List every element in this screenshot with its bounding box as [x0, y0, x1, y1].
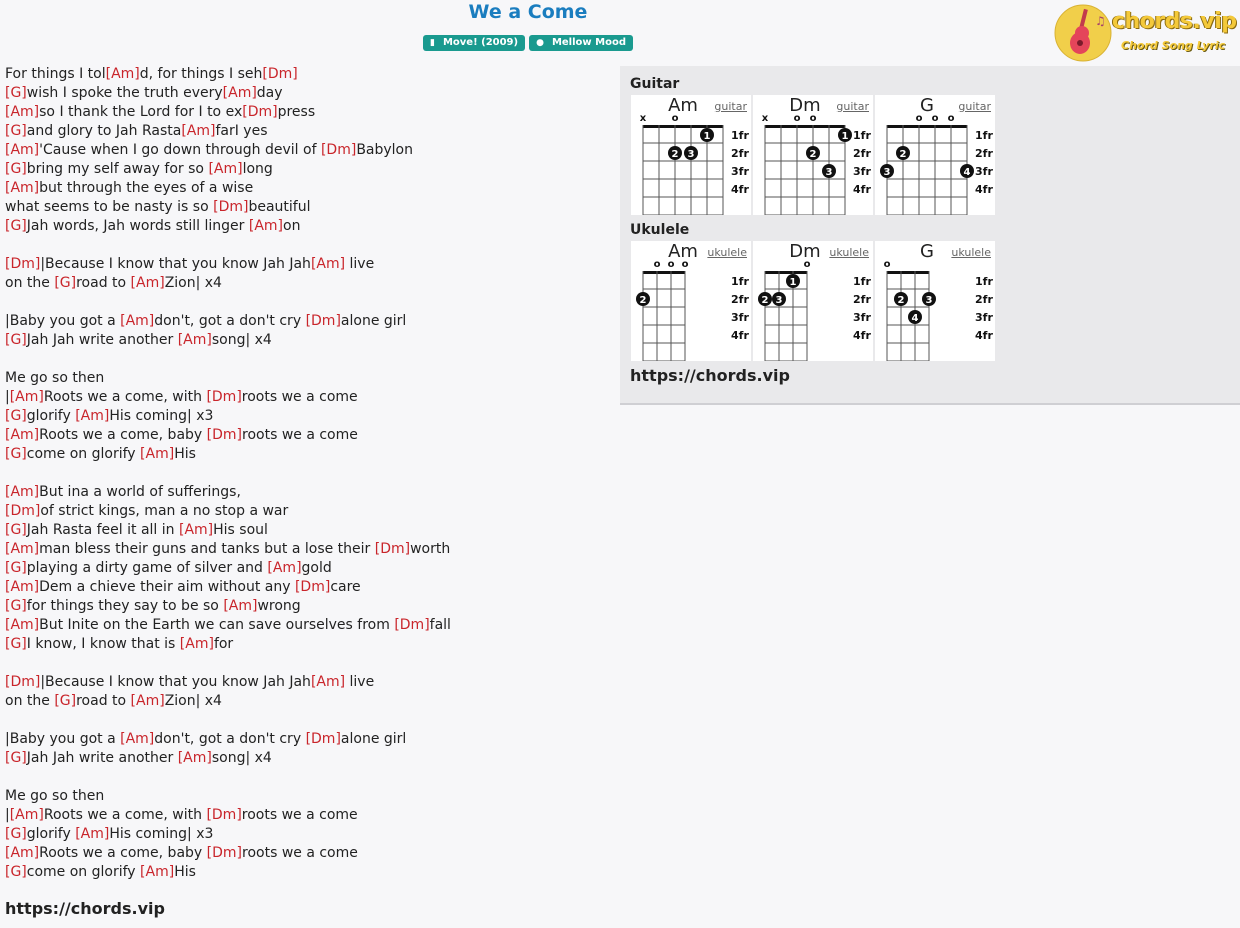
finger-number: 3 [925, 295, 933, 306]
fret-label: 2fr [731, 293, 749, 306]
chord-link[interactable]: [Am] [75, 826, 110, 842]
fret-label: 2fr [975, 147, 993, 160]
guitar-section-label: Guitar [630, 76, 680, 92]
lyric-text: His [174, 446, 196, 462]
lyric-text: |Because I know that you know Jah Jah [40, 674, 311, 690]
chord-link[interactable]: [Am] [248, 218, 284, 234]
lyric-text: d, for things I seh [139, 66, 263, 82]
chord-link[interactable]: [Am] [9, 389, 44, 405]
chord-link[interactable]: [G] [5, 332, 27, 348]
lyric-line [5, 426, 615, 445]
chord-link[interactable]: [G] [5, 446, 27, 462]
lyric-line [5, 369, 615, 388]
chord-link[interactable]: [Am] [5, 845, 40, 861]
chord-link[interactable]: [Am] [310, 674, 346, 690]
instrument-link[interactable]: ukulele [951, 246, 991, 259]
lyric-text: wrong [257, 598, 301, 614]
finger-number: 1 [841, 131, 849, 142]
chord-link[interactable]: [G] [5, 636, 27, 652]
fret-label: 1fr [731, 129, 749, 142]
lyric-text: Jah Jah write another [26, 750, 178, 766]
fret-label: 4fr [853, 329, 871, 342]
chord-link[interactable]: [Am] [208, 161, 243, 177]
chord-link[interactable]: [Am] [120, 731, 155, 747]
chord-link[interactable]: [Am] [5, 579, 40, 595]
ukulele-chord-card-g[interactable] [875, 241, 995, 361]
guitar-chord-card-am[interactable] [631, 95, 751, 215]
lyric-text: Zion| x4 [164, 693, 222, 709]
chord-name: Am [668, 241, 698, 262]
chord-link[interactable]: [Am] [179, 636, 214, 652]
finger-number: 1 [789, 277, 797, 288]
lyric-text: roots we a come [242, 845, 358, 861]
chord-link[interactable]: [Am] [5, 427, 40, 443]
ukulele-chord-card-am[interactable] [631, 241, 751, 361]
user-icon: ● [536, 38, 544, 48]
instrument-link[interactable]: guitar [714, 100, 747, 113]
instrument-link[interactable]: ukulele [829, 246, 869, 259]
chord-link[interactable]: [Am] [5, 541, 40, 557]
lyric-line [5, 730, 615, 749]
chord-link[interactable]: [Am] [5, 484, 40, 500]
fret-label: 1fr [975, 275, 993, 288]
lyric-text: Babylon [356, 142, 413, 158]
chord-link[interactable]: [Am] [5, 180, 40, 196]
lyric-line [5, 483, 615, 502]
open-string-marker: o [809, 113, 817, 124]
lyric-line [5, 711, 615, 730]
fret-label: 2fr [731, 147, 749, 160]
finger-number: 1 [703, 131, 711, 142]
lyric-text: live [345, 256, 375, 272]
nut [643, 271, 685, 274]
lyric-text: Jah words, Jah words still linger [26, 218, 249, 234]
lyric-text: road to [76, 275, 131, 291]
lyric-text: Dem a chieve their aim without any [39, 579, 295, 595]
lyric-text: and glory to Jah Rasta [26, 123, 182, 139]
nut [887, 125, 967, 128]
chord-link[interactable]: [Am] [130, 275, 165, 291]
page-header [0, 0, 1240, 64]
lyric-line [5, 521, 615, 540]
song-tags [0, 35, 1056, 51]
muted-string-marker: x [639, 113, 647, 124]
finger-number: 2 [899, 149, 907, 160]
chord-link[interactable]: [Dm] [5, 503, 41, 519]
lyric-text: on [283, 218, 301, 234]
lyric-text: live [345, 674, 375, 690]
lyric-line [5, 540, 615, 559]
ukulele-fretboard-diagram [631, 241, 751, 361]
fret-label: 1fr [975, 129, 993, 142]
chord-link[interactable]: [Dm] [5, 674, 41, 690]
fret-label: 4fr [975, 329, 993, 342]
lyric-text: beautiful [248, 199, 311, 215]
ukulele-section-label: Ukulele [630, 222, 690, 238]
chord-link[interactable]: [Am] [5, 104, 40, 120]
lyric-text: roots we a come [242, 427, 358, 443]
chord-link[interactable]: [G] [5, 826, 27, 842]
chord-link[interactable]: [G] [5, 218, 27, 234]
book-icon: ▮ [430, 38, 435, 48]
chord-link[interactable]: [G] [5, 864, 27, 880]
chord-name: Dm [789, 95, 821, 116]
chord-link[interactable]: [Dm] [206, 845, 242, 861]
lyric-text: song| x4 [211, 750, 272, 766]
chord-link[interactable]: [Am] [5, 617, 40, 633]
chord-link[interactable]: [Am] [140, 446, 175, 462]
finger-number: 3 [775, 295, 783, 306]
fret-label: 3fr [975, 311, 993, 324]
fret-label: 1fr [731, 275, 749, 288]
chord-link[interactable]: [Dm] [242, 104, 278, 120]
lyric-text: |Baby you got a [5, 731, 121, 747]
open-string-marker: o [793, 113, 801, 124]
lyric-line [5, 217, 615, 236]
open-string-marker: o [947, 113, 955, 124]
lyric-line [5, 198, 615, 217]
lyric-text: but through the eyes of a wise [39, 180, 254, 196]
site-logo[interactable] [1054, 3, 1240, 63]
fret-label: 3fr [975, 165, 993, 178]
lyric-text: His [174, 864, 196, 880]
lyric-text: Jah Rasta feel it all in [26, 522, 179, 538]
lyric-text: for things they say to be so [26, 598, 224, 614]
open-string-marker: o [931, 113, 939, 124]
lyric-line [5, 331, 615, 350]
chord-link[interactable]: [Dm] [320, 142, 357, 158]
lyric-line [5, 255, 615, 274]
chord-name: G [920, 241, 934, 262]
guitar-fretboard-diagram [631, 95, 751, 215]
lyric-text: I know, I know that is [26, 636, 180, 652]
chord-name: G [920, 95, 934, 116]
open-string-marker: o [803, 259, 811, 270]
instrument-link[interactable]: guitar [958, 100, 991, 113]
lyric-text: Roots we a come, baby [39, 845, 207, 861]
lyric-line [5, 84, 615, 103]
fret-label: 2fr [853, 147, 871, 160]
chord-link[interactable]: [Dm] [305, 313, 341, 329]
lyric-text: | [5, 807, 10, 823]
lyric-text: so I thank the Lord for I to ex [39, 104, 243, 120]
lyric-text: His coming| x3 [109, 408, 214, 424]
lyric-text: Roots we a come, with [43, 389, 207, 405]
lyric-text: | [5, 389, 10, 405]
album-tag[interactable] [423, 35, 525, 51]
lyric-line [5, 388, 615, 407]
lyric-text: 'Cause when I go down through devil of [39, 142, 321, 158]
lyric-text: But Inite on the Earth we can save ourselves from [39, 617, 395, 633]
lyric-text: don't, got a don't cry [154, 313, 306, 329]
chord-link[interactable]: [Am] [105, 66, 140, 82]
finger-number: 2 [809, 149, 817, 160]
lyric-text: on the [5, 693, 55, 709]
lyric-line [5, 293, 615, 312]
chord-link[interactable]: [G] [54, 275, 77, 291]
guitar-chord-card-g[interactable] [875, 95, 995, 215]
open-string-marker: o [883, 259, 891, 270]
lyric-text: day [256, 85, 283, 101]
lyric-text: glorify [26, 826, 76, 842]
chord-link[interactable]: [Am] [222, 85, 257, 101]
lyric-text: alone girl [340, 731, 407, 747]
chord-name: Dm [789, 241, 821, 262]
guitar-logo-icon [1054, 3, 1114, 63]
lyric-line [5, 749, 615, 768]
chord-link[interactable]: [G] [5, 560, 27, 576]
instrument-link[interactable]: ukulele [707, 246, 747, 259]
chord-link[interactable]: [Dm] [374, 541, 411, 557]
chord-link[interactable]: [Dm] [262, 66, 298, 82]
lyric-text: Jah Jah write another [26, 332, 178, 348]
lyric-line [5, 122, 615, 141]
guitar-fretboard-diagram [753, 95, 873, 215]
guitar-chord-card-dm[interactable] [753, 95, 873, 215]
fret-label: 3fr [731, 311, 749, 324]
lyric-line [5, 863, 615, 882]
lyric-text: |Because I know that you know Jah Jah [40, 256, 311, 272]
lyric-line [5, 274, 615, 293]
lyric-text: come on glorify [26, 864, 141, 880]
chord-link[interactable]: [Dm] [305, 731, 341, 747]
lyric-line [5, 65, 615, 84]
chord-link[interactable]: [G] [5, 123, 27, 139]
lyric-text: wish I spoke the truth every [26, 85, 223, 101]
chord-link[interactable]: [Dm] [206, 807, 242, 823]
site-url-footer[interactable]: https://chords.vip [5, 899, 165, 918]
lyric-line [5, 616, 615, 635]
chord-link[interactable]: [G] [5, 408, 27, 424]
fret-label: 4fr [975, 183, 993, 196]
lyric-text: of strict kings, man a no stop a war [40, 503, 289, 519]
ukulele-fretboard-diagram [875, 241, 995, 361]
lyric-text: for [213, 636, 234, 652]
lyric-line [5, 103, 615, 122]
chord-link[interactable]: [Am] [181, 123, 216, 139]
lyric-text: song| x4 [211, 332, 272, 348]
lyric-line [5, 559, 615, 578]
lyric-line [5, 578, 615, 597]
logo-brand: chords.vip [1112, 9, 1237, 34]
finger-number: 2 [761, 295, 769, 306]
lyric-line [5, 445, 615, 464]
fret-label: 3fr [853, 165, 871, 178]
finger-number: 3 [825, 167, 833, 178]
chord-link[interactable]: [Am] [140, 864, 175, 880]
artist-tag-label: Mellow Mood [551, 37, 626, 48]
lyric-text: press [277, 104, 316, 120]
nut [643, 125, 723, 128]
lyric-line [5, 407, 615, 426]
lyric-line [5, 635, 615, 654]
lyric-line [5, 179, 615, 198]
ukulele-fretboard-diagram [753, 241, 873, 361]
lyric-text: roots we a come [241, 389, 358, 405]
open-string-marker: o [915, 113, 923, 124]
chord-link[interactable]: [Dm] [394, 617, 430, 633]
lyric-text: Roots we a come, with [43, 807, 207, 823]
nut [765, 271, 807, 274]
finger-number: 4 [911, 313, 919, 324]
chord-link[interactable]: [Am] [120, 313, 155, 329]
fret-label: 1fr [853, 129, 871, 142]
finger-number: 3 [687, 149, 695, 160]
lyric-line [5, 787, 615, 806]
chord-link[interactable]: [G] [54, 693, 77, 709]
lyric-text: Zion| x4 [164, 275, 222, 291]
lyric-line [5, 350, 615, 369]
fret-label: 1fr [853, 275, 871, 288]
open-string-marker: o [671, 113, 679, 124]
chord-link[interactable]: [G] [5, 85, 27, 101]
chord-link[interactable]: [Dm] [5, 256, 41, 272]
muted-string-marker: x [761, 113, 769, 124]
artist-tag[interactable] [529, 35, 633, 51]
fret-label: 2fr [975, 293, 993, 306]
guitar-fretboard-diagram [875, 95, 995, 215]
fret-label: 4fr [731, 183, 749, 196]
chord-link[interactable]: [Am] [75, 408, 110, 424]
chord-link[interactable]: [Am] [177, 332, 212, 348]
lyric-text: alone girl [340, 313, 407, 329]
lyric-text: come on glorify [26, 446, 141, 462]
lyric-text: Me go so then [5, 788, 105, 804]
fret-label: 2fr [853, 293, 871, 306]
chord-link[interactable]: [Dm] [206, 389, 242, 405]
chord-link[interactable]: [Am] [177, 750, 212, 766]
finger-number: 2 [897, 295, 905, 306]
lyric-text: care [330, 579, 361, 595]
lyric-text: farI yes [215, 123, 268, 139]
lyric-text: His soul [213, 522, 268, 538]
instrument-link[interactable]: guitar [836, 100, 869, 113]
lyric-text: man bless their guns and tanks but a lose their [39, 541, 375, 557]
lyric-text: don't, got a don't cry [154, 731, 306, 747]
lyric-line [5, 692, 615, 711]
lyric-text: glorify [26, 408, 76, 424]
lyric-text: playing a dirty game of silver and [26, 560, 268, 576]
svg-text:♫: ♫ [1095, 14, 1106, 28]
lyric-line [5, 464, 615, 483]
chord-link[interactable]: [G] [5, 161, 27, 177]
ukulele-chord-card-dm[interactable] [753, 241, 873, 361]
lyric-text: what seems to be nasty is so [5, 199, 214, 215]
chord-link[interactable]: [Am] [178, 522, 214, 538]
fret-label: 3fr [731, 165, 749, 178]
lyric-text: Me go so then [5, 370, 105, 386]
lyric-line [5, 502, 615, 521]
album-tag-label: Move! (2009) [442, 37, 519, 48]
chord-link[interactable]: [Dm] [294, 579, 331, 595]
finger-number: 2 [639, 295, 647, 306]
chord-link[interactable]: [Am] [5, 142, 40, 158]
site-url-panel[interactable]: https://chords.vip [630, 366, 790, 385]
open-string-marker: o [667, 259, 675, 270]
lyric-line [5, 160, 615, 179]
chord-link[interactable]: [Dm] [213, 199, 249, 215]
lyric-line [5, 768, 615, 787]
song-title: We a Come [468, 1, 588, 23]
open-string-marker: o [681, 259, 689, 270]
finger-number: 3 [883, 167, 891, 178]
lyric-line [5, 141, 615, 160]
chord-link[interactable]: [G] [5, 598, 27, 614]
lyric-text: |Baby you got a [5, 313, 121, 329]
lyric-text: For things I tol [5, 66, 106, 82]
lyric-line [5, 654, 615, 673]
lyric-text: His coming| x3 [109, 826, 214, 842]
lyrics-block [5, 65, 615, 882]
nut [887, 271, 929, 274]
chord-diagram-panel [620, 66, 1240, 405]
lyric-text: roots we a come [241, 807, 358, 823]
chord-link[interactable]: [Am] [310, 256, 346, 272]
fret-label: 4fr [853, 183, 871, 196]
lyric-text: fall [429, 617, 451, 633]
logo-tagline: Chord Song Lyric [1121, 39, 1226, 52]
lyric-line [5, 312, 615, 331]
lyric-text: worth [410, 541, 451, 557]
chord-link[interactable]: [Am] [130, 693, 165, 709]
lyric-line [5, 673, 615, 692]
chord-name: Am [668, 95, 698, 116]
lyric-text: But ina a world of sufferings, [39, 484, 241, 500]
lyric-text: bring my self away for so [26, 161, 209, 177]
fret-label: 4fr [731, 329, 749, 342]
nut [765, 125, 845, 128]
lyric-line [5, 597, 615, 616]
lyric-line [5, 806, 615, 825]
lyric-text: road to [76, 693, 131, 709]
open-string-marker: o [653, 259, 661, 270]
finger-number: 4 [963, 167, 971, 178]
chord-link[interactable]: [Am] [267, 560, 302, 576]
lyric-text: long [242, 161, 273, 177]
finger-number: 2 [671, 149, 679, 160]
fret-label: 3fr [853, 311, 871, 324]
lyric-text: Roots we a come, baby [39, 427, 207, 443]
lyric-line [5, 236, 615, 255]
lyric-text: on the [5, 275, 55, 291]
chord-link[interactable]: [G] [5, 522, 27, 538]
chord-link[interactable]: [Dm] [206, 427, 242, 443]
chord-link[interactable]: [Am] [9, 807, 44, 823]
chord-link[interactable]: [G] [5, 750, 27, 766]
lyric-text: gold [301, 560, 332, 576]
lyric-line [5, 825, 615, 844]
chord-link[interactable]: [Am] [223, 598, 258, 614]
lyric-line [5, 844, 615, 863]
